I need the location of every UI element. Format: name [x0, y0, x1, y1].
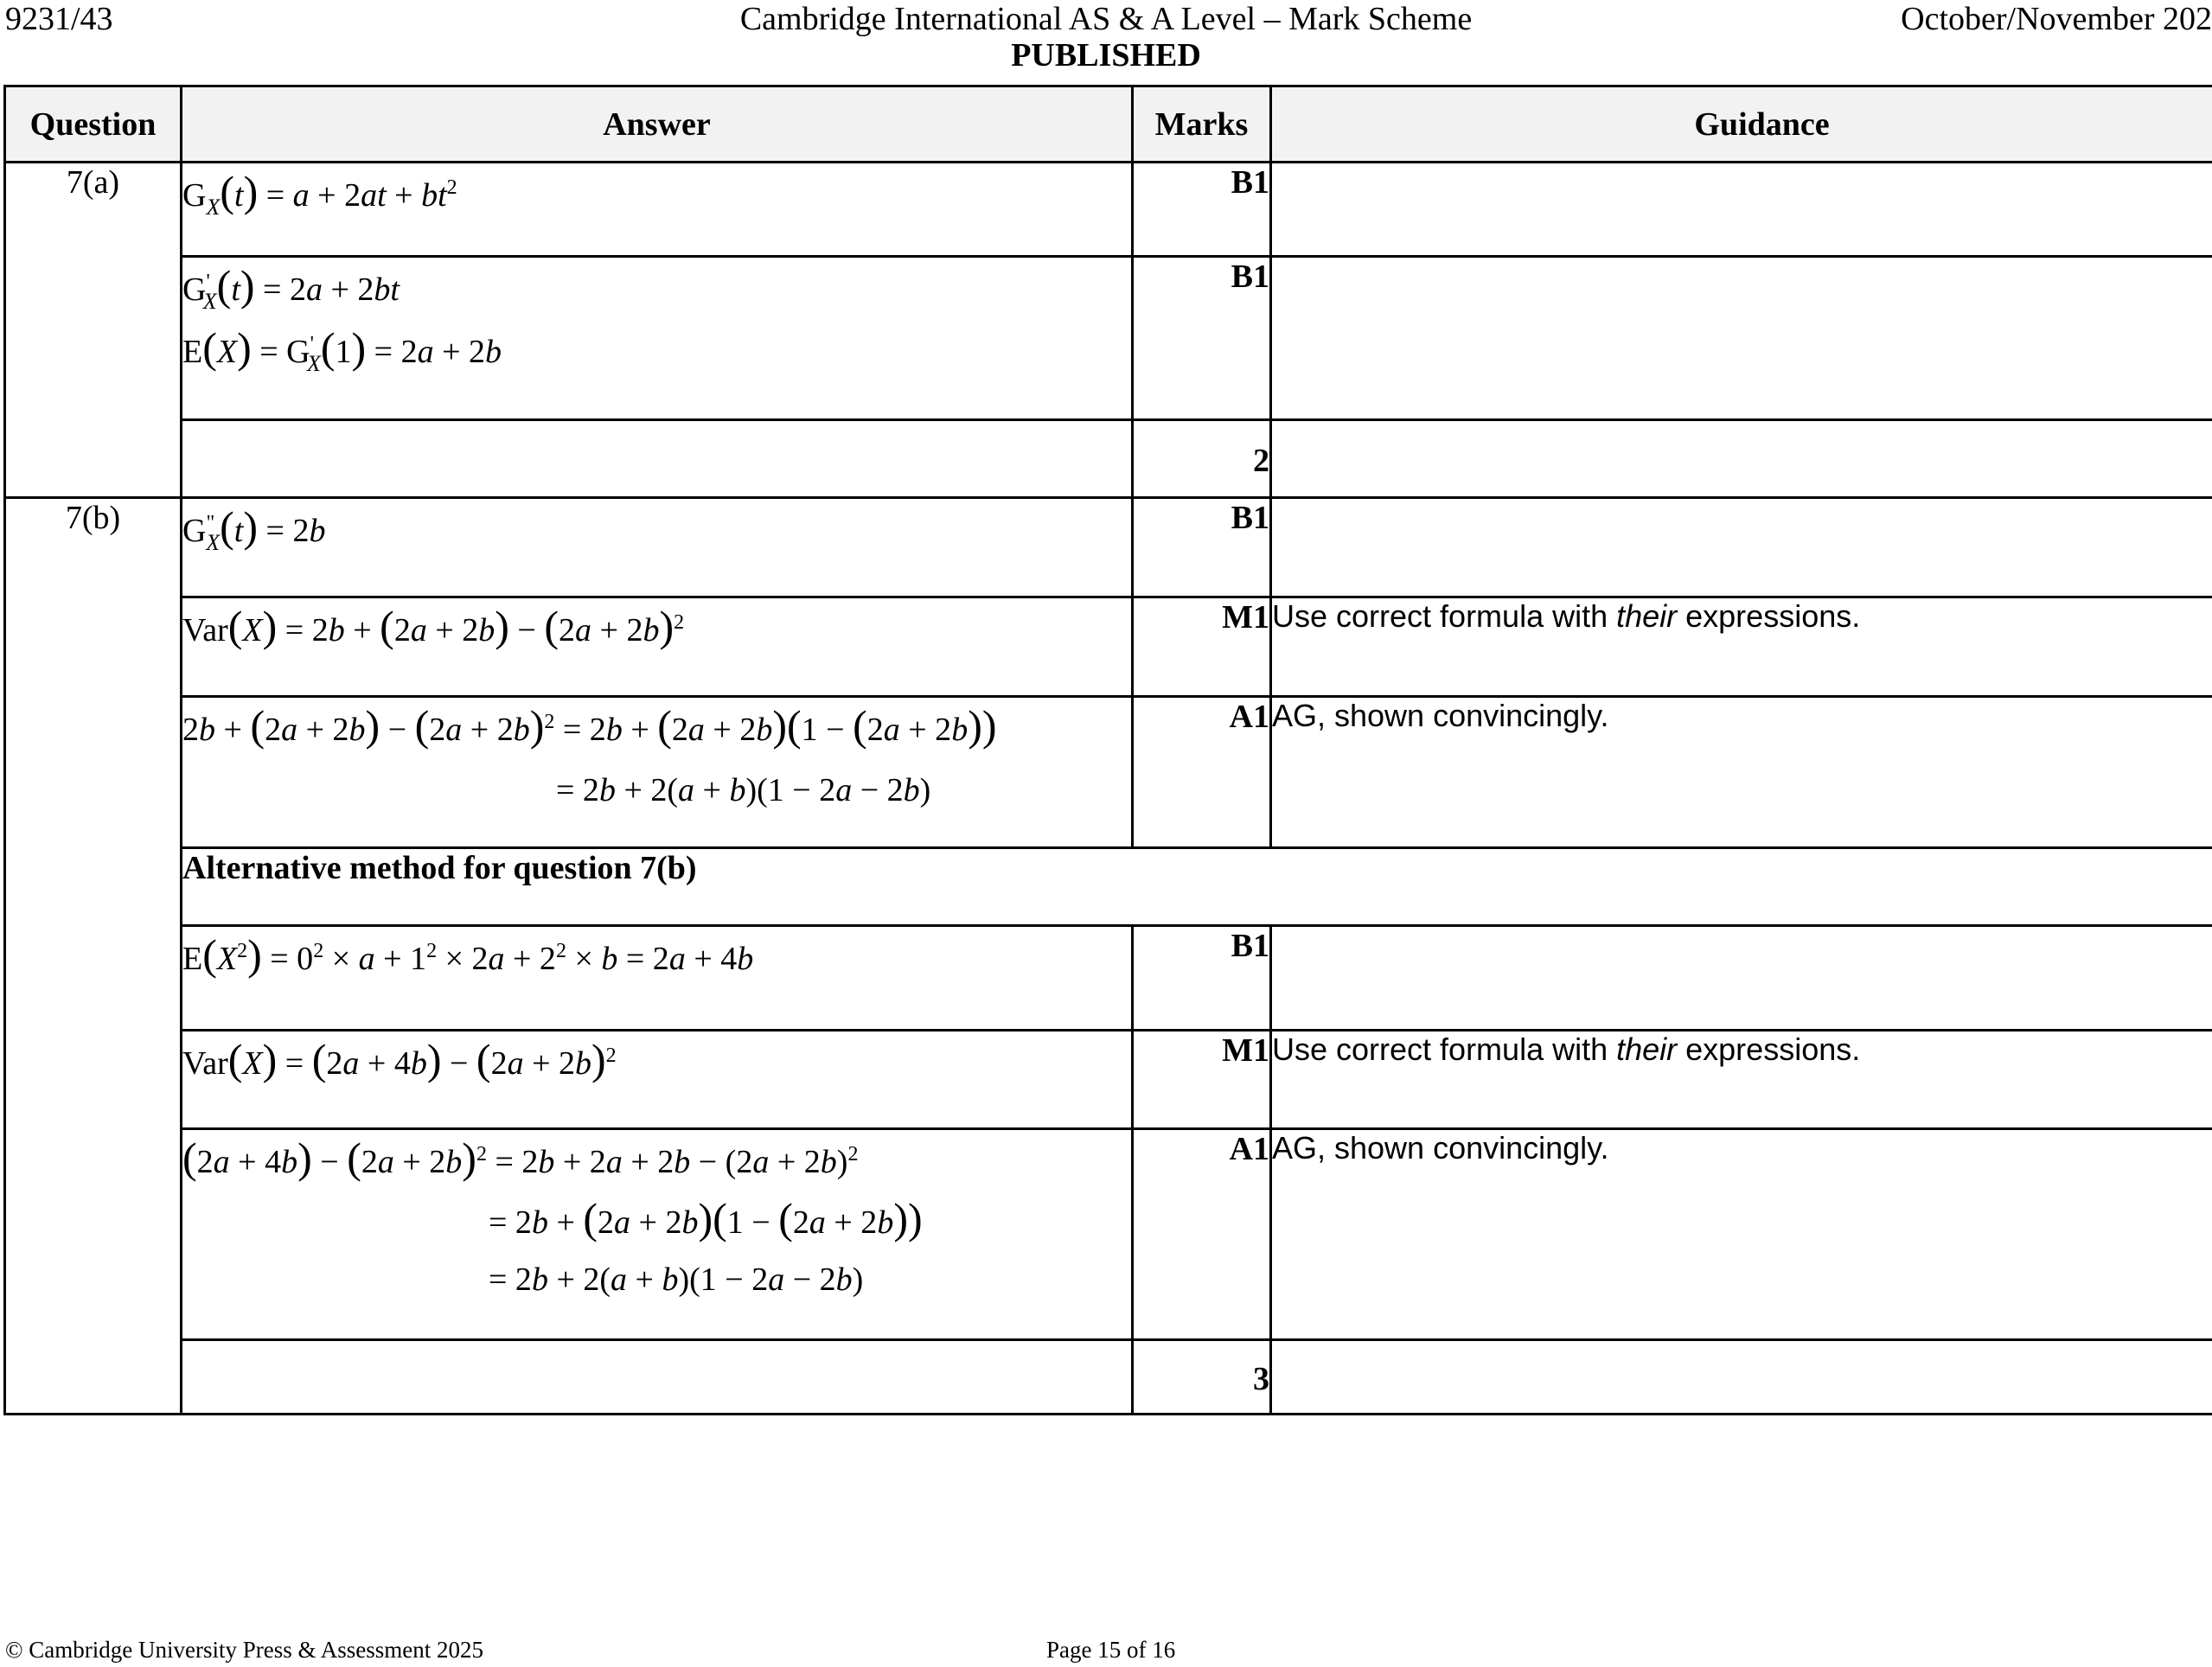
answer-cell — [182, 597, 1133, 697]
exam-session: October/November 202 — [1901, 1, 2212, 37]
table-row — [5, 697, 2212, 848]
math-expression: $E(X^2) = 0^2 \times a + 1^2 \times 2a + 2^2 \times b = 2a + 4b$ — [182, 930, 754, 979]
guidance-cell — [1271, 1340, 2212, 1415]
column-header-question: Question — [5, 86, 182, 163]
table-row — [5, 597, 2212, 697]
total-marks-7a: 2 — [1133, 420, 1271, 498]
math-expression: $E(X) = G'_X(1) = 2a + 2b$ — [182, 323, 502, 376]
math-expression: $2b + (2a + 2b) - (2a + 2b)^2 = 2b + (2a + 2b)(1 - (2a + 2b))$ — [182, 701, 997, 750]
mark-cell: M1 — [1133, 1031, 1271, 1129]
answer-cell — [182, 1340, 1133, 1415]
alternative-method-heading: Alternative method for question 7(b) — [182, 848, 2212, 926]
table-row — [5, 420, 2212, 498]
table-row — [5, 848, 2212, 926]
guidance-cell — [1271, 498, 2212, 597]
table-row — [5, 1031, 2212, 1129]
answer-cell — [182, 420, 1133, 498]
mark-cell: A1 — [1133, 1129, 1271, 1340]
question-label-7a: 7(a) — [5, 163, 182, 498]
answer-cell — [182, 926, 1133, 1031]
mark-cell: B1 — [1133, 163, 1271, 257]
guidance-cell: Use correct formula with their expressions. — [1271, 1031, 2212, 1129]
mark-cell: B1 — [1133, 498, 1271, 597]
math-expression: = 2b + (2a + 2b)(1 − (2a + 2b)) — [489, 1194, 923, 1242]
guidance-cell: AG, shown convincingly. — [1271, 1129, 2212, 1340]
guidance-cell: AG, shown convincingly. — [1271, 697, 2212, 848]
mark-cell: M1 — [1133, 597, 1271, 697]
table-row — [5, 926, 2212, 1031]
guidance-cell — [1271, 420, 2212, 498]
published-label: PUBLISHED — [1011, 37, 1201, 73]
column-header-answer: Answer — [182, 86, 1133, 163]
mark-scheme-table — [3, 85, 2212, 1415]
math-expression: = 2b + 2(a + b)(1 − 2a − 2b) — [489, 1261, 864, 1298]
answer-cell — [182, 257, 1133, 420]
math-expression: $(2a + 4b) - (2a + 2b)^2 = 2b + 2a + 2b - (2a + 2b)^2$ — [182, 1134, 859, 1182]
table-row — [5, 1129, 2212, 1340]
mark-cell: B1 — [1133, 257, 1271, 420]
table-header-row — [5, 86, 2212, 163]
answer-cell — [182, 1129, 1133, 1340]
math-expression: $Var(X) = (2a + 4b) - (2a + 2b)^2$ — [182, 1035, 617, 1083]
paper-code: 9231/43 — [5, 1, 113, 37]
copyright-notice: © Cambridge University Press & Assessment 2025 — [5, 1637, 483, 1663]
math-expression: = 2b + 2(a + b)(1 − 2a − 2b) — [556, 772, 931, 808]
column-header-guidance: Guidance — [1271, 86, 2212, 163]
mark-cell: A1 — [1133, 697, 1271, 848]
total-marks-7b: 3 — [1133, 1340, 1271, 1415]
math-expression: $G'_X(t) = 2a + 2bt$ — [182, 261, 400, 314]
answer-cell — [182, 163, 1133, 257]
guidance-cell — [1271, 926, 2212, 1031]
guidance-cell — [1271, 257, 2212, 420]
table-row — [5, 1340, 2212, 1415]
mark-cell: B1 — [1133, 926, 1271, 1031]
column-header-marks: Marks — [1133, 86, 1271, 163]
page-number: Page 15 of 16 — [1046, 1637, 1176, 1663]
guidance-cell: Use correct formula with their expressions. — [1271, 597, 2212, 697]
math-expression: $Var(X) = 2b + (2a + 2b) - (2a + 2b)^2$ — [182, 602, 685, 650]
guidance-cell — [1271, 163, 2212, 257]
table-row — [5, 498, 2212, 597]
answer-cell — [182, 697, 1133, 848]
answer-cell — [182, 1031, 1133, 1129]
table-row — [5, 257, 2212, 420]
math-expression: $G^"_X(t) = 2b$ — [182, 502, 326, 555]
question-label-7b: 7(b) — [5, 498, 182, 1415]
table-row — [5, 163, 2212, 257]
answer-cell — [182, 498, 1133, 597]
document-title: Cambridge International AS & A Level – Mark Scheme — [739, 1, 1473, 37]
math-expression: $G_X(t) = a + 2at + bt^2$ — [182, 167, 457, 220]
